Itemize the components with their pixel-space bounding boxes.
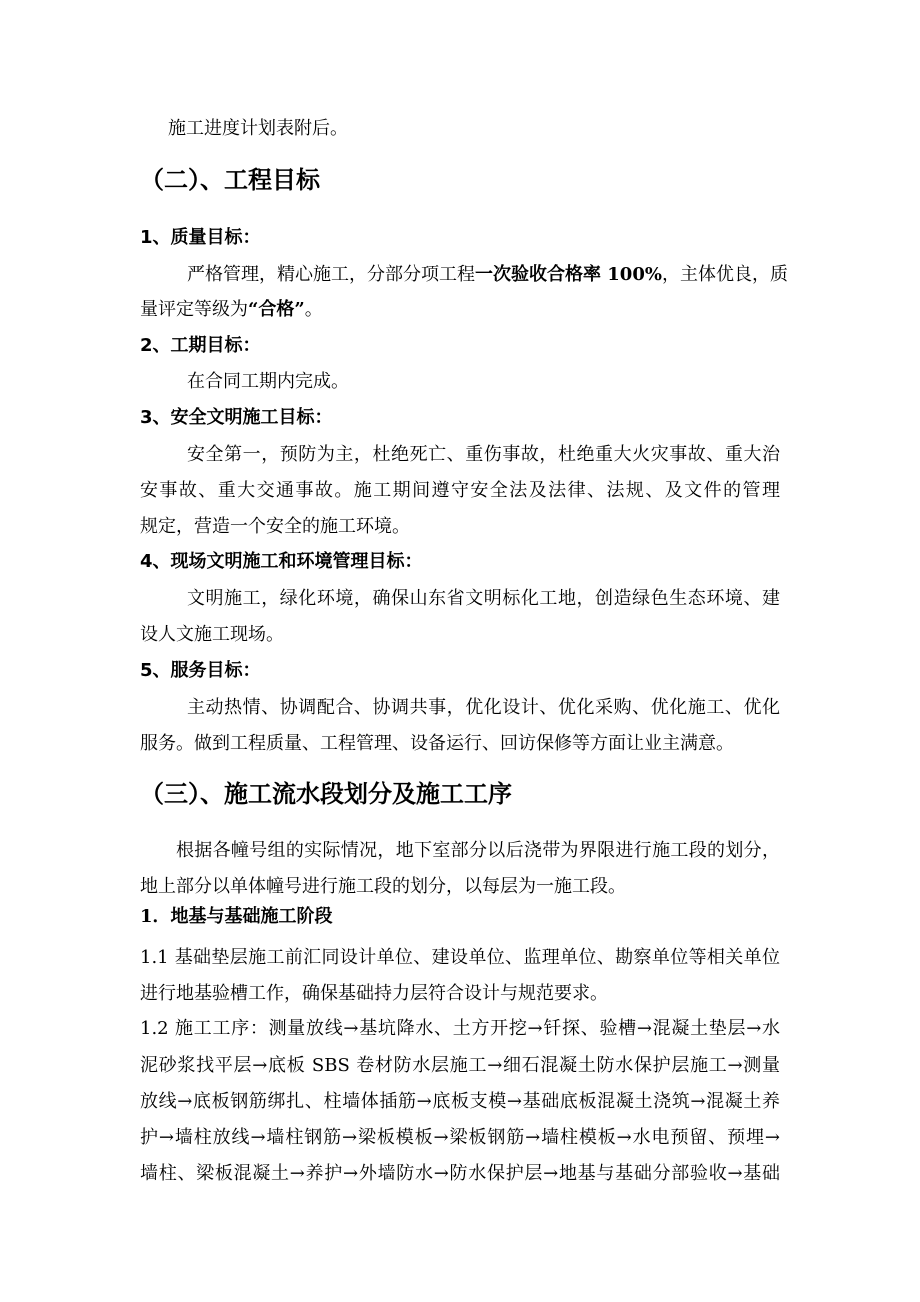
goal-4-heading [140,550,423,574]
para-1-1-line: 进行地基验槽工作，确保基础持力层符合设计与规范要求。 [140,983,608,1004]
goal-1-text-c: ，主体优良，质 [661,264,788,285]
section-3-heading: （三）、施工流水段划分及施工工序 [140,779,512,808]
section-2-heading: （二）、工程目标 [140,165,320,194]
goal-1-text-bold-2: “合格” [248,299,305,320]
goal-4-body-line: 文明施工，绿化环境，确保山东省文明标化工地，创造绿色生态环境、建 [187,588,780,609]
intro-line: 施工进度计划表附后。 [168,118,348,139]
section-3-intro-line: 地上部分以单体幢号进行施工段的划分，以每层为一施工段。 [140,876,626,897]
goal-3-body-line: 安事故、重大交通事故。施工期间遵守安全法及法律、法规、及文件的管理 [140,480,780,501]
goal-2-title: 工期目标： [170,335,261,356]
goal-5-body-line: 服务。做到工程质量、工程管理、设备运行、回访保修等方面让业主满意。 [140,733,734,754]
goal-1-title: 质量目标： [170,227,261,248]
goal-2-number: 2、 [140,335,171,356]
section-3-intro-line: 根据各幢号组的实际情况，地下室部分以后浇带为界限进行施工段的划分， [176,840,780,861]
goal-1-number: 1、 [140,227,171,248]
para-1-2-line: 护→墙柱放线→墙柱钢筋→梁板模板→梁板钢筋→墙柱模板→水电预留、预埋→ [140,1127,780,1148]
goal-3-heading [140,406,333,430]
goal-1-body-line [187,263,788,287]
goal-1-text-f: 。 [304,299,323,320]
goal-1-text-d: 量评定等级为 [140,299,248,320]
goal-4-number: 4、 [140,551,171,572]
goal-1-body-line [140,298,323,322]
goal-5-heading [140,659,261,683]
goal-1-heading [140,226,261,250]
goal-2-body-line: 在合同工期内完成。 [187,371,349,392]
goal-3-body-line: 安全第一，预防为主，杜绝死亡、重伤事故，杜绝重大火灾事故、重大治 [187,444,780,465]
goal-2-heading [140,334,261,358]
goal-5-title: 服务目标： [170,660,261,681]
para-1-2-line: 1.2 施工工序：测量放线→基坑降水、土方开挖→钎探、验槽→混凝土垫层→水 [140,1018,780,1039]
subsection-1-title: 1．地基与基础施工阶段 [140,906,333,927]
goal-3-title: 安全文明施工目标： [170,407,333,428]
para-1-2-line: 墙柱、梁板混凝土→养护→外墙防水→防水保护层→地基与基础分部验收→基础 [140,1163,780,1184]
para-1-2-line: 泥砂浆找平层→底板 SBS 卷材防水层施工→细石混凝土防水保护层施工→测量 [140,1055,780,1076]
para-1-1-line: 1.1 基础垫层施工前汇同设计单位、建设单位、监理单位、勘察单位等相关单位 [140,947,780,968]
goal-5-number: 5、 [140,660,171,681]
goal-1-text-bold: 一次验收合格率 100% [475,264,662,285]
goal-5-body-line: 主动热情、协调配合、协调共事，优化设计、优化采购、优化施工、优化 [187,697,780,718]
para-1-2-line: 放线→底板钢筋绑扎、柱墙体插筋→底板支模→基础底板混凝土浇筑→混凝土养 [140,1091,780,1112]
goal-4-title: 现场文明施工和环境管理目标： [170,551,423,572]
goal-4-body-line: 设人文施工现场。 [140,624,284,645]
goal-3-body-line: 规定，营造一个安全的施工环境。 [140,516,410,537]
goal-1-text-a: 严格管理，精心施工，分部分项工程 [187,264,475,285]
goal-3-number: 3、 [140,407,171,428]
